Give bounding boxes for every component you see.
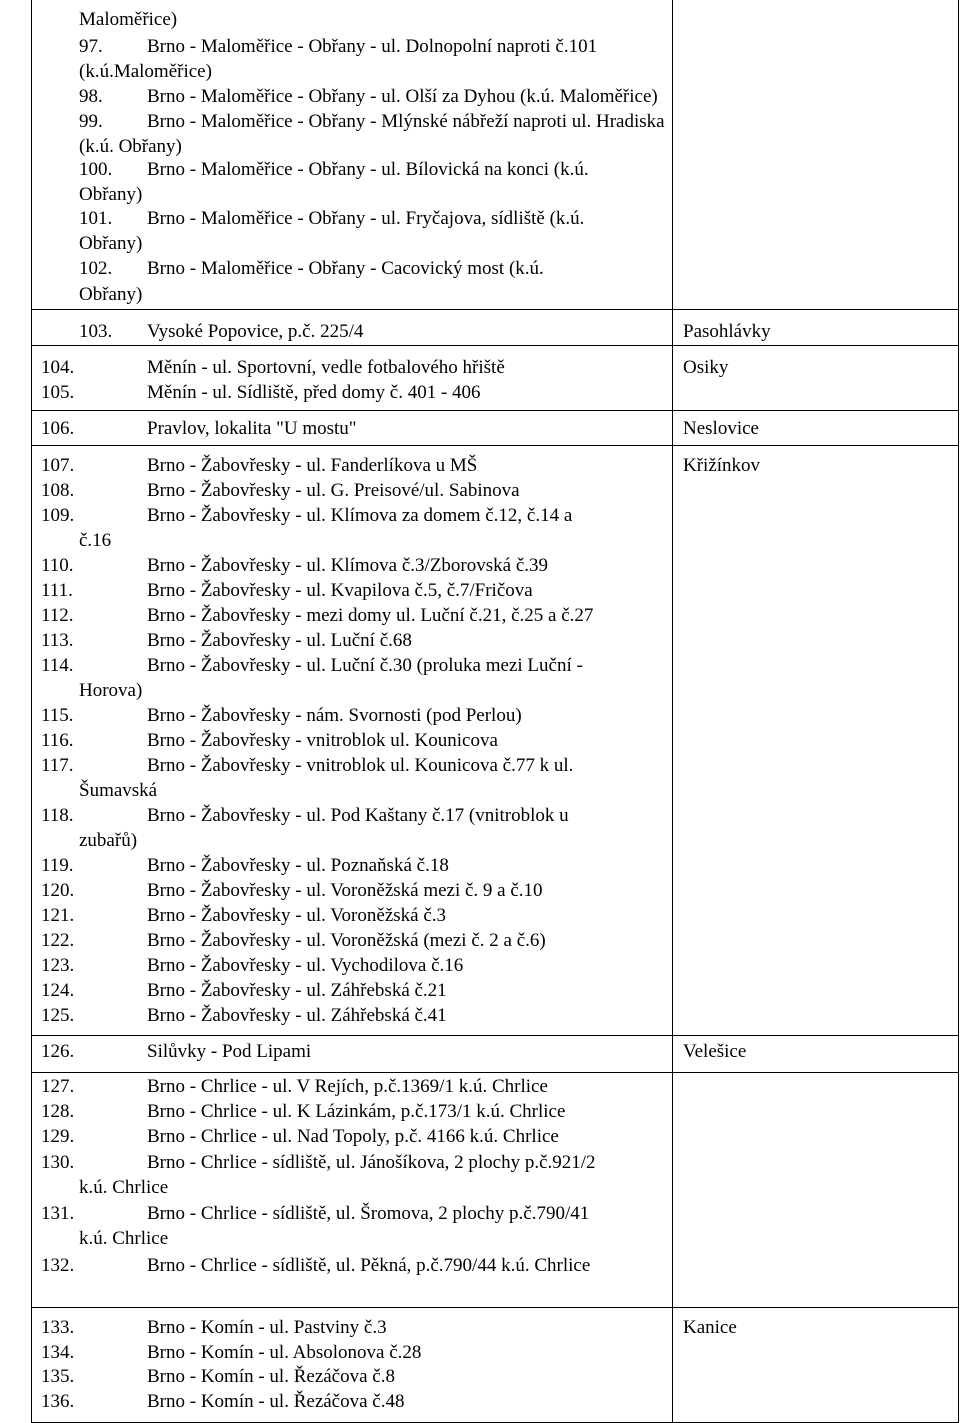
site-location-text: Brno - Žabovřesky - ul. Voroněžská č.3 [147, 905, 447, 926]
site-number: 120. [41, 880, 75, 901]
site-location-text: Brno - Chrlice - ul. Nad Topoly, p.č. 4166 k.ú. Chrlice [147, 1126, 559, 1147]
site-number: 128. [41, 1101, 75, 1122]
site-location-text: Brno - Žabovřesky - ul. Kvapilova č.5, č.7/Fričova [147, 580, 533, 601]
site-number: 111. [41, 580, 73, 601]
site-number: 121. [41, 905, 75, 926]
site-number: 133. [41, 1317, 75, 1338]
site-location-text: Brno - Komín - ul. Pastviny č.3 [147, 1317, 387, 1338]
site-location-text: Brno - Maloměřice - Obřany - Mlýnské nábřeží naproti ul. Hradiska [147, 111, 665, 132]
site-location-text: Maloměřice) [79, 9, 178, 30]
site-number: 119. [41, 855, 74, 876]
site-location-text: (k.ú.Maloměřice) [79, 61, 212, 82]
table-row-border [31, 345, 959, 346]
site-location-text: Brno - Žabovřesky - ul. Záhřebská č.21 [147, 980, 447, 1001]
site-location-text: Brno - Maloměřice - Obřany - ul. Fryčajova, sídliště (k.ú. [147, 208, 585, 229]
table-row-border [31, 445, 959, 446]
site-number: 136. [41, 1391, 75, 1412]
site-number: 107. [41, 455, 75, 476]
site-location-text: Brno - Chrlice - sídliště, ul. Šromova, 2 plochy p.č.790/41 [147, 1203, 590, 1224]
site-location-text: zubařů) [79, 830, 138, 851]
site-location-text: Brno - Žabovřesky - ul. Poznaňská č.18 [147, 855, 449, 876]
site-location-text: Brno - Chrlice - ul. K Lázinkám, p.č.173/1 k.ú. Chrlice [147, 1101, 566, 1122]
site-location-text: Měnín - ul. Sídliště, před domy č. 401 - 406 [147, 382, 481, 403]
site-location-text: Brno - Žabovřesky - vnitroblok ul. Kounicova č.77 k ul. [147, 755, 574, 776]
site-number: 110. [41, 555, 74, 576]
table-vertical-border [958, 0, 959, 1422]
site-number: 101. [79, 208, 113, 229]
site-location-text: Pravlov, lokalita "U mostu" [147, 418, 357, 439]
site-location-text: Brno - Žabovřesky - ul. Vychodilova č.16 [147, 955, 464, 976]
table-row-border [31, 1035, 959, 1036]
site-location-text: Vysoké Popovice, p.č. 225/4 [147, 321, 364, 342]
site-number: 104. [41, 357, 75, 378]
site-location-text: Šumavská [79, 780, 158, 801]
site-location-text: Brno - Žabovřesky - ul. Klímova č.3/Zborovská č.39 [147, 555, 549, 576]
site-number: 105. [41, 382, 75, 403]
municipality-name: Kanice [683, 1317, 737, 1338]
site-location-text: Brno - Žabovřesky - ul. G. Preisové/ul. Sabinova [147, 480, 520, 501]
site-location-text: Silůvky - Pod Lipami [147, 1041, 312, 1062]
site-location-text: Brno - Komín - ul. Řezáčova č.8 [147, 1366, 395, 1387]
site-number: 127. [41, 1076, 75, 1097]
site-number: 131. [41, 1203, 75, 1224]
site-location-text: Brno - Maloměřice - Obřany - ul. Bílovická na konci (k.ú. [147, 159, 589, 180]
site-number: 115. [41, 705, 74, 726]
municipality-name: Pasohlávky [683, 321, 771, 342]
site-location-text: Brno - Žabovřesky - ul. Fanderlíkova u MŠ [147, 455, 478, 476]
table-row-border [31, 1307, 959, 1308]
site-location-text: Brno - Žabovřesky - ul. Luční č.30 (proluka mezi Luční - [147, 655, 583, 676]
site-location-text: Brno - Žabovřesky - ul. Voroněžská (mezi č. 2 a č.6) [147, 930, 546, 951]
site-location-text: Brno - Maloměřice - Obřany - ul. Dolnopolní naproti č.101 [147, 36, 598, 57]
site-number: 113. [41, 630, 74, 651]
site-location-text: Brno - Žabovřesky - ul. Pod Kaštany č.17 (vnitroblok u [147, 805, 569, 826]
site-number: 106. [41, 418, 75, 439]
site-number: 123. [41, 955, 75, 976]
site-location-text: Brno - Chrlice - sídliště, ul. Pěkná, p.č.790/44 k.ú. Chrlice [147, 1255, 591, 1276]
site-number: 135. [41, 1366, 75, 1387]
site-number: 118. [41, 805, 74, 826]
site-number: 116. [41, 730, 74, 751]
site-number: 99. [79, 111, 103, 132]
table-row-border [31, 1072, 959, 1073]
table-row-border [31, 410, 959, 411]
site-location-text: č.16 [79, 530, 112, 551]
site-location-text: Brno - Žabovřesky - mezi domy ul. Luční č.21, č.25 a č.27 [147, 605, 594, 626]
site-location-text: Brno - Komín - ul. Řezáčova č.48 [147, 1391, 405, 1412]
site-location-text: Brno - Chrlice - ul. V Rejích, p.č.1369/1 k.ú. Chrlice [147, 1076, 548, 1097]
site-location-text: (k.ú. Obřany) [79, 136, 182, 157]
site-number: 124. [41, 980, 75, 1001]
site-number: 134. [41, 1342, 75, 1363]
site-location-text: Měnín - ul. Sportovní, vedle fotbalového hřiště [147, 357, 505, 378]
site-location-text: Brno - Žabovřesky - vnitroblok ul. Kounicova [147, 730, 498, 751]
table-vertical-border [672, 0, 673, 1422]
site-location-text: Brno - Žabovřesky - ul. Voroněžská mezi č. 9 a č.10 [147, 880, 543, 901]
site-location-text: Brno - Maloměřice - Obřany - Cacovický most (k.ú. [147, 258, 544, 279]
site-number: 109. [41, 505, 75, 526]
document-table [31, 0, 959, 1422]
site-number: 132. [41, 1255, 75, 1276]
table-row-border [31, 309, 959, 310]
site-number: 125. [41, 1005, 75, 1026]
site-number: 114. [41, 655, 74, 676]
site-number: 97. [79, 36, 103, 57]
site-number: 112. [41, 605, 74, 626]
site-number: 98. [79, 86, 103, 107]
site-location-text: Brno - Žabovřesky - ul. Klímova za domem č.12, č.14 a [147, 505, 573, 526]
site-number: 122. [41, 930, 75, 951]
site-location-text: Obřany) [79, 284, 143, 305]
site-number: 130. [41, 1152, 75, 1173]
municipality-name: Velešice [683, 1041, 747, 1062]
site-number: 129. [41, 1126, 75, 1147]
site-location-text: Brno - Komín - ul. Absolonova č.28 [147, 1342, 422, 1363]
site-location-text: k.ú. Chrlice [79, 1177, 169, 1198]
table-vertical-border [31, 0, 32, 1422]
site-location-text: Brno - Žabovřesky - nám. Svornosti (pod Perlou) [147, 705, 522, 726]
site-location-text: k.ú. Chrlice [79, 1228, 169, 1249]
municipality-name: Křižínkov [683, 455, 761, 476]
site-number: 117. [41, 755, 74, 776]
site-number: 102. [79, 258, 113, 279]
site-location-text: Brno - Žabovřesky - ul. Luční č.68 [147, 630, 412, 651]
site-location-text: Brno - Maloměřice - Obřany - ul. Olší za Dyhou (k.ú. Maloměřice) [147, 86, 658, 107]
site-location-text: Horova) [79, 680, 143, 701]
site-location-text: Brno - Žabovřesky - ul. Záhřebská č.41 [147, 1005, 447, 1026]
site-number: 126. [41, 1041, 75, 1062]
site-number: 103. [79, 321, 113, 342]
municipality-name: Neslovice [683, 418, 759, 439]
site-number: 108. [41, 480, 75, 501]
site-location-text: Obřany) [79, 233, 143, 254]
site-location-text: Obřany) [79, 184, 143, 205]
site-number: 100. [79, 159, 113, 180]
site-location-text: Brno - Chrlice - sídliště, ul. Jánošíkova, 2 plochy p.č.921/2 [147, 1152, 596, 1173]
municipality-name: Osiky [683, 357, 729, 378]
